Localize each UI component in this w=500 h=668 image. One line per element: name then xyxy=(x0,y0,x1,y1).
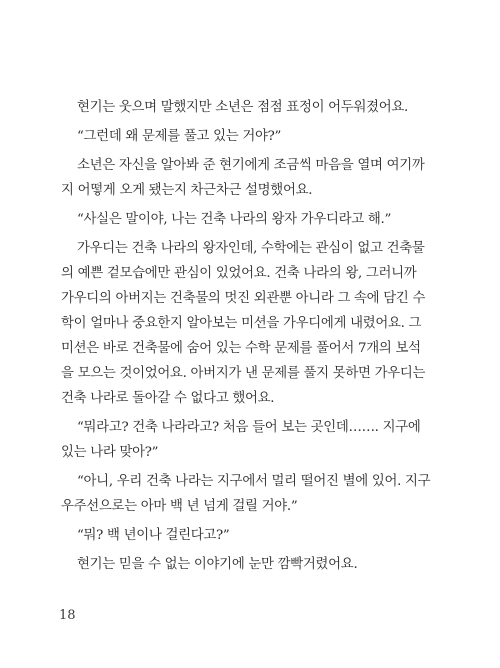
page-number: 18 xyxy=(59,608,76,623)
text-line: 가우디는 건축 나라의 왕자인데, 수학에는 관심이 없고 건축물 xyxy=(77,241,425,256)
text-line: “아니, 우리 건축 나라는 지구에서 멀리 떨어진 별에 있어. 지구 xyxy=(77,474,431,489)
text-line: 소년은 자신을 알아봐 준 현기에게 조금씩 마음을 열며 여기까 xyxy=(77,158,425,173)
text-line: 의 예쁜 겉모습에만 관심이 있었어요. 건축 나라의 왕, 그러니까 xyxy=(61,266,417,281)
text-line: 현기는 믿을 수 없는 이야기에 눈만 깜빡거렸어요. xyxy=(77,557,358,572)
text-line: 지 어떻게 오게 됐는지 차근차근 설명했어요. xyxy=(61,183,313,198)
text-line: “뭐? 백 년이나 걸린다고?” xyxy=(77,528,230,543)
text-line: “그런데 왜 문제를 풀고 있는 거야?” xyxy=(77,129,282,144)
text-line: 우주선으로는 아마 백 년 넘게 걸릴 거야.” xyxy=(61,499,298,514)
text-line: 현기는 웃으며 말했지만 소년은 점점 표정이 어두워졌어요. xyxy=(77,100,408,115)
text-line: 미션은 바로 건축물에 숨어 있는 수학 문제를 풀어서 7개의 보석 xyxy=(61,341,421,356)
text-line: 을 모으는 것이었어요. 아버지가 낸 문제를 풀지 못하면 가우디는 xyxy=(61,366,426,381)
text-line: 건축 나라로 돌아갈 수 없다고 했어요. xyxy=(61,391,275,406)
text-line: 가우디의 아버지는 건축물의 멋진 외관뿐 아니라 그 속에 담긴 수 xyxy=(61,291,426,306)
text-line: 있는 나라 맞아?” xyxy=(61,445,159,460)
text-line: 학이 얼마나 중요한지 알아보는 미션을 가우디에게 내렸어요. 그 xyxy=(61,316,422,331)
text-line: “사실은 말이야, 나는 건축 나라의 왕자 가우디라고 해.” xyxy=(77,212,392,227)
text-line: “뭐라고? 건축 나라라고? 처음 들어 보는 곳인데……. 지구에 xyxy=(77,420,421,435)
